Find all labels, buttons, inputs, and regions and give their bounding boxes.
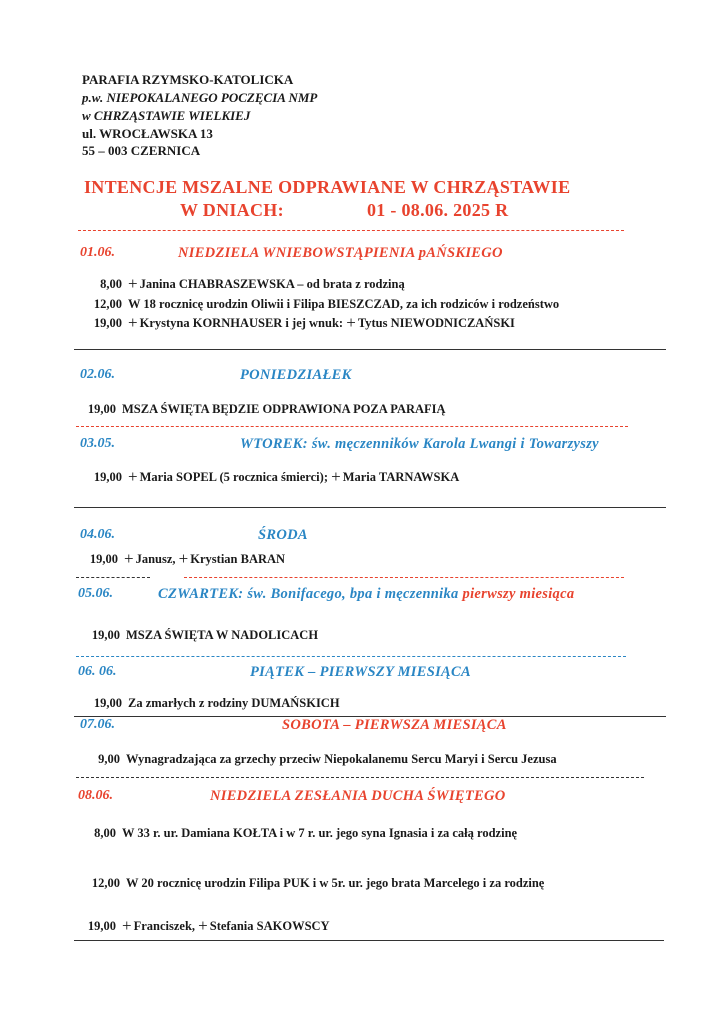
mass-time: 19,00: [89, 552, 118, 566]
intention-text: W 33 r. ur. Damiana KOŁTA i w 7 r. ur. jego syna Ignasia i za całą rodzinę: [122, 826, 518, 840]
parish-location: w CHRZĄSTAWIE WIELKIEJ: [82, 108, 251, 123]
intention-text: W 20 rocznicę urodzin Filipa PUK i w 5r. ur. jego brata Marcelego i za rodzinę: [126, 876, 545, 890]
mass-intention: [86, 876, 544, 891]
cross-icon: +: [346, 313, 356, 332]
intention-text: Franciszek,: [133, 919, 196, 933]
intention-text: Krystian BARAN: [190, 552, 286, 566]
divider: [76, 656, 626, 657]
divider: [78, 230, 624, 231]
mass-intention: [84, 549, 286, 568]
mass-time: 19,00: [93, 316, 122, 330]
day-name: [158, 586, 574, 603]
mass-intention: [88, 297, 559, 312]
mass-intention: [88, 467, 460, 486]
mass-time: 19,00: [93, 696, 122, 710]
intention-text: Janina CHABRASZEWSKA – od brata z rodziną: [139, 277, 405, 291]
mass-intention: [88, 313, 515, 332]
divider: [74, 349, 666, 350]
divider: [74, 940, 664, 941]
day-name: WTOREK: św. męczenników Karola Lwangi i Towarzyszy: [240, 436, 599, 452]
intention-text: W 18 rocznicę urodzin Oliwii i Filipa BIESZCZAD, za ich rodziców i rodzeństwo: [128, 297, 560, 311]
document-title-label: W DNIACH:: [180, 200, 284, 220]
day-name: SOBOTA – PIERWSZA MIESIĄCA: [282, 717, 507, 733]
intention-text: Janusz,: [135, 552, 176, 566]
intention-text: Maria SOPEL (5 rocznica śmierci);: [139, 470, 328, 484]
document-date-range: 01 - 08.06. 2025 R: [367, 200, 509, 220]
intention-text: Stefania SAKOWSCY: [209, 919, 330, 933]
mass-time: 9,00: [98, 752, 120, 766]
cross-icon: +: [198, 916, 208, 935]
day-date: 08.06.: [78, 788, 113, 803]
divider: [184, 577, 624, 578]
mass-time: 19,00: [91, 628, 120, 642]
cross-icon: +: [178, 549, 189, 568]
mass-time: 8,00: [94, 826, 116, 840]
mass-time: 19,00: [87, 919, 116, 933]
day-name: ŚRODA: [258, 527, 308, 543]
cross-icon: +: [128, 313, 138, 332]
mass-time: 19,00: [93, 470, 122, 484]
parish-street: ul. WROCŁAWSKA 13: [82, 126, 213, 141]
cross-icon: +: [124, 549, 134, 568]
divider: [76, 577, 150, 578]
day-date: 04.06.: [80, 527, 115, 542]
mass-time: 12,00: [93, 297, 122, 311]
day-date: 02.06.: [80, 367, 115, 382]
cross-icon: +: [128, 274, 138, 293]
mass-intention: [86, 752, 557, 767]
document-title: INTENCJE MSZALNE ODPRAWIANE W CHRZĄSTAWIE: [84, 177, 571, 197]
mass-intention: [86, 628, 318, 643]
day-date: 03.05.: [80, 436, 115, 451]
day-date: 07.06.: [80, 717, 115, 732]
intention-text: MSZA ŚWIĘTA W NADOLICACH: [126, 628, 319, 642]
day-date: 06. 06.: [78, 664, 117, 679]
day-name: NIEDZIELA ZESŁANIA DUCHA ŚWIĘTEGO: [210, 788, 506, 804]
cross-icon: +: [128, 467, 138, 486]
mass-intention: [82, 916, 330, 935]
parish-name: PARAFIA RZYMSKO-KATOLICKA: [82, 72, 294, 87]
mass-time: 19,00: [87, 402, 116, 416]
mass-intention: [88, 274, 405, 293]
intention-text: Za zmarłych z rodziny DUMAŃSKICH: [128, 696, 340, 710]
day-name: PIĄTEK – PIERWSZY MIESIĄCA: [250, 664, 471, 680]
parish-dedication: p.w. NIEPOKALANEGO POCZĘCIA NMP: [82, 90, 318, 105]
day-date: 01.06.: [80, 245, 115, 260]
cross-icon: +: [331, 467, 341, 486]
divider: [76, 426, 628, 427]
day-name-suffix: pierwszy miesiąca: [462, 586, 575, 602]
mass-time: 12,00: [91, 876, 120, 890]
divider: [74, 507, 666, 508]
parish-postcode: 55 – 003 CZERNICA: [82, 143, 201, 158]
mass-intention: [88, 696, 340, 711]
intention-text: Maria TARNAWSKA: [342, 470, 460, 484]
day-name-main: CZWARTEK: św. Bonifacego, bpa i męczennika: [158, 586, 459, 602]
day-name: NIEDZIELA WNIEBOWSTĄPIENIA pAŃSKIEGO: [178, 245, 503, 261]
intention-text: Tytus NIEWODNICZAŃSKI: [357, 316, 515, 330]
intention-text: Wynagradzająca za grzechy przeciw Niepokalanemu Sercu Maryi i Sercu Jezusa: [126, 752, 557, 766]
mass-time: 8,00: [100, 277, 122, 291]
intention-text: MSZA ŚWIĘTA BĘDZIE ODPRAWIONA POZA PARAFIĄ: [122, 402, 446, 416]
day-name: PONIEDZIAŁEK: [240, 367, 352, 383]
mass-intention: [82, 402, 446, 417]
divider: [76, 777, 644, 778]
mass-intention: [82, 826, 517, 841]
intention-text: Krystyna KORNHAUSER i jej wnuk:: [139, 316, 344, 330]
day-date: 05.06.: [78, 586, 113, 601]
cross-icon: +: [122, 916, 132, 935]
